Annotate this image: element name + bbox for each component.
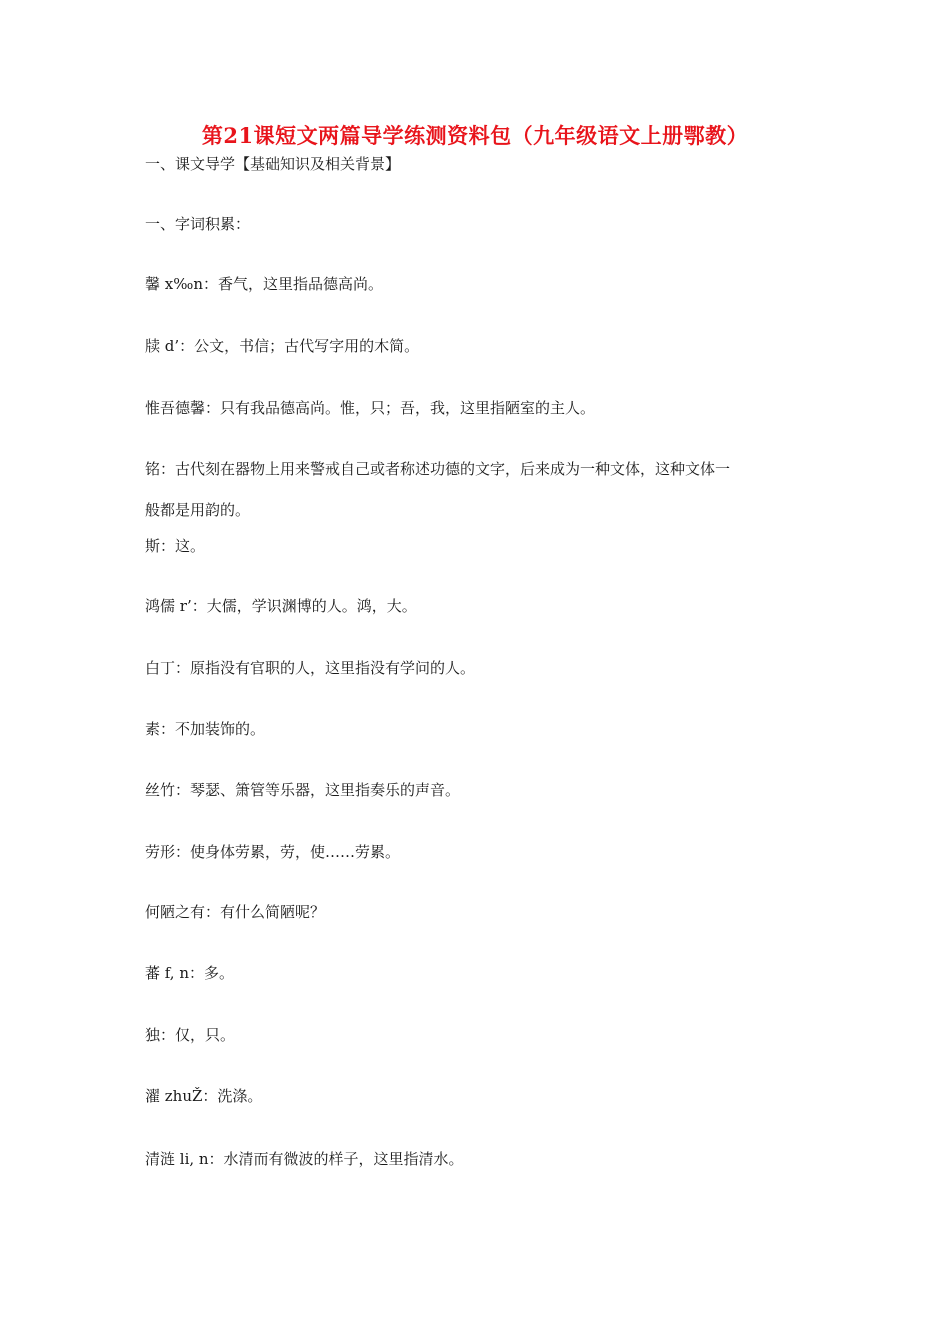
vocab-entry-he-lou-zhi-you: 何陋之有：有什么简陋呢？ [145,903,326,921]
vocab-entry-fan: 蕃 f, n：多。 [145,964,234,982]
vocab-entry-bai-ding: 白丁：原指没有官职的人，这里指没有学问的人。 [145,659,476,677]
vocab-entry-si-zhu: 丝竹：琴瑟、箫管等乐器，这里指奏乐的声音。 [145,781,461,799]
vocab-entry-wei-wu-de-xin: 惟吾德馨：只有我品德高尚。惟，只；吾，我，这里指陋室的主人。 [145,399,596,417]
vocab-entry-hong-ru: 鸿儒 r’：大儒，学识渊博的人。鸿，大。 [145,597,417,615]
vocab-entry-lao-xing: 劳形：使身体劳累，劳，使……劳累。 [145,843,401,861]
vocab-entry-ming-line1: 铭：古代刻在器物上用来警戒自己或者称述功德的文字，后来成为一种文体，这种文体一 [145,460,731,478]
vocab-entry-du-only: 独：仅，只。 [145,1026,236,1044]
subsection-heading: 一、字词积累： [145,215,251,233]
vocab-entry-ming-line2: 般都是用韵的。 [145,501,251,519]
vocab-entry-su: 素：不加装饰的。 [145,720,266,738]
vocab-entry-zhuo: 濯 zhuŽ：洗涤。 [145,1087,263,1105]
document-title: 第21课短文两篇导学练测资料包（九年级语文上册鄂教） [201,123,749,148]
vocab-entry-si: 斯：这。 [145,537,206,555]
vocab-entry-du: 牍 d’：公文，书信；古代写字用的木简。 [145,337,420,355]
vocab-entry-qing-lian: 清涟 li, n：水清而有微波的样子，这里指清水。 [145,1150,464,1168]
section-heading: 一、课文导学【基础知识及相关背景】 [145,155,401,173]
vocab-entry-xin: 馨 x‰n：香气，这里指品德高尚。 [145,275,384,293]
